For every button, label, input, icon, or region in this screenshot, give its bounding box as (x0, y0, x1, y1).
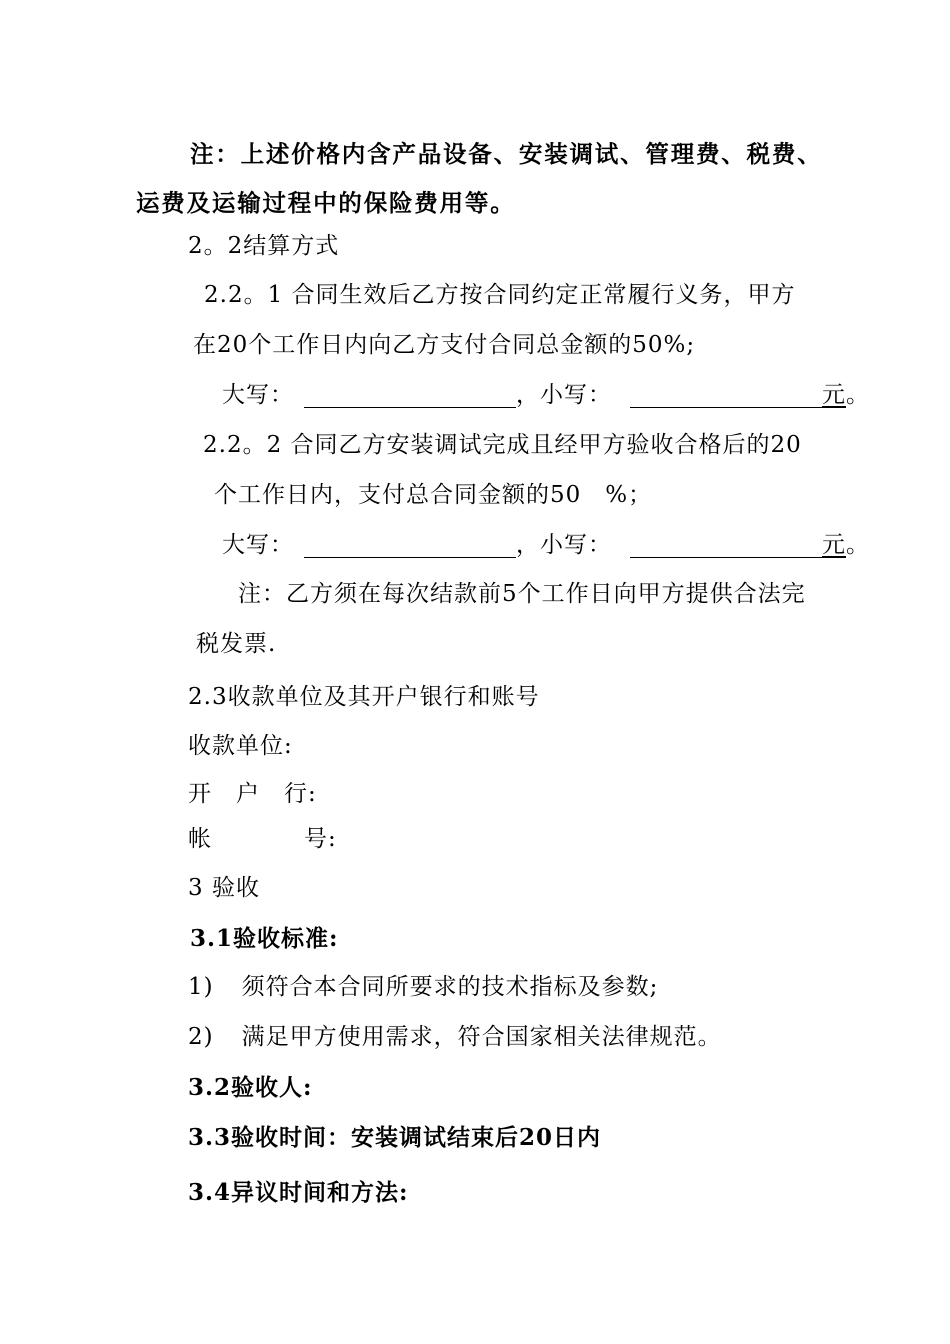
amount-line-1 (222, 380, 870, 410)
daxie-label: 大写： (222, 382, 294, 408)
account-label-tail: 号: (304, 826, 337, 852)
xiaoxie-label: ，小写： (516, 532, 612, 558)
section-3-1-heading: 3.1验收标准: (190, 925, 339, 952)
list-item (188, 1022, 722, 1052)
list-item (188, 972, 658, 1002)
clause-2-2-2-line-1: 2.2。2 合同乙方安装调试完成且经甲方验收合格后的20 (203, 432, 802, 458)
payee-label: 收款单位: (188, 733, 293, 759)
section-3-2-heading: 3.2验收人: (188, 1074, 313, 1101)
price-note-line-1: 注：上述价格内含产品设备、安装调试、管理费、税费、 (190, 140, 823, 168)
price-note-line-2: 运费及运输过程中的保险费用等。 (136, 189, 516, 217)
xiaoxie-label: ，小写： (516, 382, 612, 408)
bank-label: 开 户 行: (188, 781, 317, 807)
xiaoxie-blank-1[interactable] (630, 381, 822, 408)
list-item-number: 2) (188, 1024, 214, 1050)
amount-line-2 (222, 530, 870, 560)
yuan-unit: 元 (822, 532, 846, 558)
list-item-number: 1) (188, 974, 214, 1000)
account-label (188, 824, 337, 854)
yuan-unit: 元 (822, 382, 846, 408)
xiaoxie-blank-2[interactable] (630, 531, 822, 558)
invoice-note-line-1: 注：乙方须在每次结款前5个工作日向甲方提供合法完 (238, 581, 806, 607)
account-label-char: 帐 (188, 826, 212, 852)
section-3-4-heading: 3.4异议时间和方法: (188, 1179, 409, 1206)
section-3-heading: 3 验收 (188, 875, 260, 901)
daxie-blank-1[interactable] (304, 381, 516, 408)
period: 。 (846, 382, 870, 408)
daxie-label: 大写： (222, 532, 294, 558)
clause-2-2-2-line-2: 个工作日内，支付总合同金额的50 %； (214, 482, 653, 508)
clause-2-2-1-line-1: 2.2。1 合同生效后乙方按合同约定正常履行义务，甲方 (204, 282, 796, 308)
list-item-text: 须符合本合同所要求的技术指标及参数; (241, 974, 659, 1000)
section-3-3-heading: 3.3验收时间：安装调试结束后20日内 (188, 1124, 602, 1151)
period: 。 (846, 532, 870, 558)
daxie-blank-2[interactable] (304, 531, 516, 558)
section-2-2-heading: 2。2结算方式 (188, 233, 340, 259)
invoice-note-line-2: 税发票. (196, 631, 277, 657)
clause-2-2-1-line-2: 在20个工作日内向乙方支付合同总金额的50%; (193, 332, 696, 358)
list-item-text: 满足甲方使用需求，符合国家相关法律规范。 (241, 1024, 722, 1050)
section-2-3-heading: 2.3收款单位及其开户银行和账号 (188, 684, 540, 710)
